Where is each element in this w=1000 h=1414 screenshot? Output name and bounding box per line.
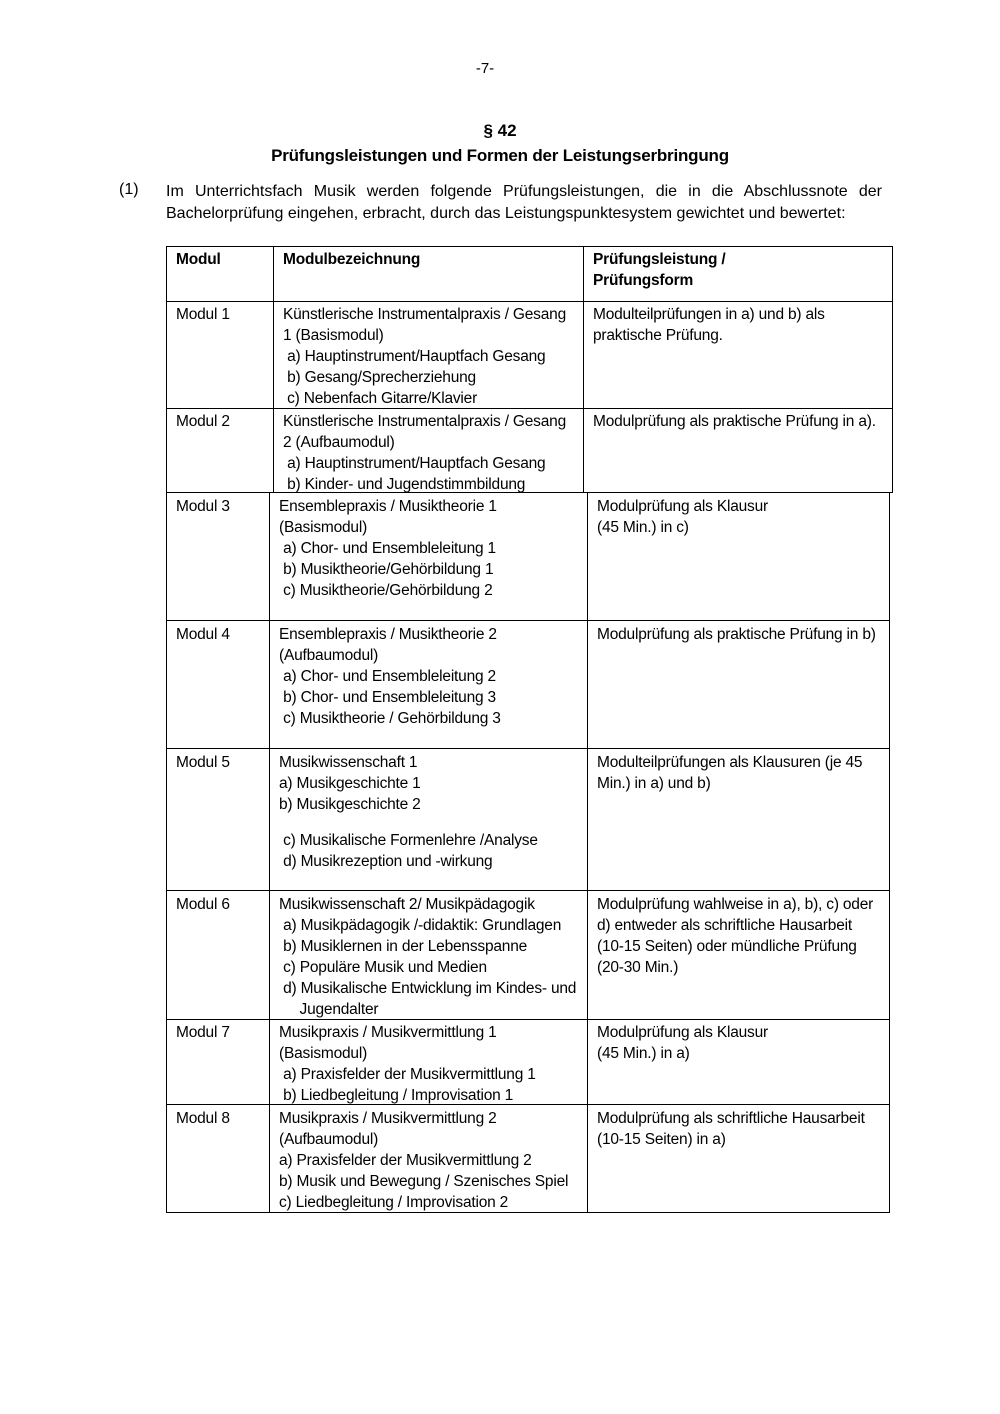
row-7-pruefung: Modulprüfung als Klausur (45 Min.) in a): [597, 1024, 768, 1062]
header-modul: Modul: [176, 251, 221, 268]
header-pruefungsleistung: Prüfungsleistung / Prüfungsform: [593, 251, 726, 289]
paragraph-number: (1): [119, 181, 139, 198]
row-8-pruefung: Modulprüfung als schriftliche Hausarbeit (10-15 Seiten) in a): [597, 1110, 865, 1148]
row-4-bezeichnung: Ensemblepraxis / Musiktheorie 2 (Aufbaumodul) a) Chor- und Ensembleleitung 2 b) Chor- und Ensembleleitung 3 c) Musiktheorie / Gehörbildung 3: [279, 626, 501, 727]
row-6-modul: Modul 6: [176, 896, 230, 913]
row-8-bezeichnung: Musikpraxis / Musikvermittlung 2 (Aufbaumodul) a) Praxisfelder der Musikvermittlung 2 b) Musik und Bewegung / Szenisches Spiel c) Liedbegleitung / Improvisation 2: [279, 1110, 569, 1211]
row-1-modul: Modul 1: [176, 306, 230, 323]
row-4-pruefung: Modulprüfung als praktische Prüfung in b): [597, 626, 876, 643]
section-title: Prüfungsleistungen und Formen der Leistungserbringung: [271, 146, 729, 165]
row-1-bezeichnung: Künstlerische Instrumentalpraxis / Gesang 1 (Basismodul) a) Hauptinstrument/Hauptfach Gesang b) Gesang/Sprecherziehung c) Nebenfach Gitarre/Klavier: [283, 306, 566, 407]
paragraph-text: Im Unterrichtsfach Musik werden folgende Prüfungsleistungen, die in die Abschlussnote der Bachelorprüfung eingehen, erbracht, durch das Leistungspunktesystem gewichtet und bewertet:: [166, 183, 882, 222]
row-2-pruefung: Modulprüfung als praktische Prüfung in a).: [593, 413, 876, 430]
row-2-modul: Modul 2: [176, 413, 230, 430]
row-2-bezeichnung: Künstlerische Instrumentalpraxis / Gesang 2 (Aufbaumodul) a) Hauptinstrument/Hauptfach Gesang b) Kinder- und Jugendstimmbildung: [283, 413, 566, 493]
row-6-bezeichnung: Musikwissenschaft 2/ Musikpädagogik a) Musikpädagogik /-didaktik: Grundlagen b) Musiklernen in der Lebensspanne c) Populäre Musik und Medien d) Musikalische Entwicklung im Kindes- und Jugendalter: [279, 896, 577, 1018]
page-number: -7-: [475, 60, 495, 77]
row-5-bezeichnung: Musikwissenschaft 1 a) Musikgeschichte 1 b) Musikgeschichte 2: [279, 754, 421, 813]
row-3-modul: Modul 3: [176, 498, 230, 515]
row-3-bezeichnung: Ensemblepraxis / Musiktheorie 1 (Basismodul) a) Chor- und Ensembleleitung 1 b) Musiktheorie/Gehörbildung 1 c) Musiktheorie/Gehörbildung 2: [279, 498, 497, 599]
row-5-pruefung: Modulteilprüfungen als Klausuren (je 45 Min.) in a) und b): [597, 754, 863, 792]
row-5-bezeichnung-continued: c) Musikalische Formenlehre /Analyse d) Musikrezeption und -wirkung: [283, 832, 538, 870]
row-8-modul: Modul 8: [176, 1110, 230, 1127]
row-4-modul: Modul 4: [176, 626, 230, 643]
row-7-bezeichnung: Musikpraxis / Musikvermittlung 1 (Basismodul) a) Praxisfelder der Musikvermittlung 1 b) Liedbegleitung / Improvisation 1: [279, 1024, 536, 1104]
row-6-pruefung: Modulprüfung wahlweise in a), b), c) oder d) entweder als schriftliche Hausarbeit (10-15 Seiten) oder mündliche Prüfung (20-30 Min.): [597, 896, 874, 976]
header-modulbezeichnung: Modulbezeichnung: [283, 251, 421, 268]
row-3-pruefung: Modulprüfung als Klausur (45 Min.) in c): [597, 498, 768, 536]
section-number: § 42: [483, 121, 517, 140]
row-5-modul: Modul 5: [176, 754, 230, 771]
row-7-modul: Modul 7: [176, 1024, 230, 1041]
row-1-pruefung: Modulteilprüfungen in a) und b) als praktische Prüfung.: [593, 306, 825, 344]
